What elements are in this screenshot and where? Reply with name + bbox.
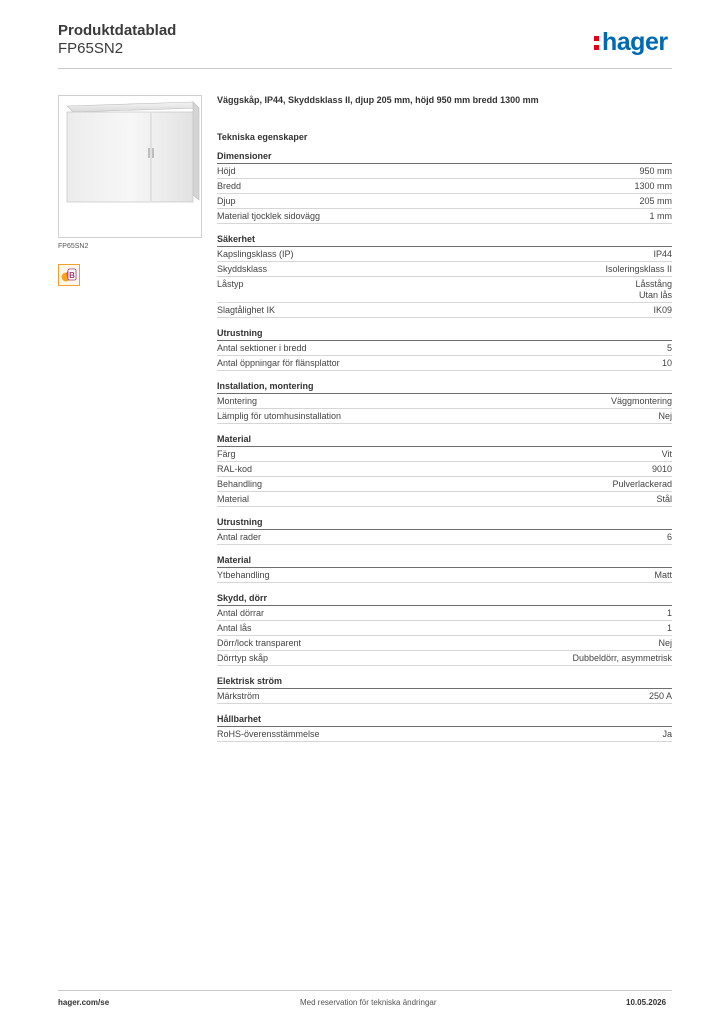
spec-value: Väggmontering	[610, 396, 672, 406]
spec-row	[217, 492, 672, 507]
spec-value: Ja	[662, 729, 672, 739]
spec-group	[217, 433, 672, 507]
spec-group-title: Material	[217, 554, 672, 568]
spec-content	[217, 95, 672, 751]
spec-value: IK09	[653, 305, 672, 315]
spec-value: IP44	[653, 249, 672, 259]
spec-label: RAL-kod	[217, 464, 253, 474]
spec-row	[217, 409, 672, 424]
spec-value: Nej	[658, 638, 672, 648]
spec-row	[217, 194, 672, 209]
spec-label: Ytbehandling	[217, 570, 270, 580]
spec-group	[217, 233, 672, 318]
spec-row	[217, 689, 672, 704]
spec-row	[217, 447, 672, 462]
spec-row	[217, 530, 672, 545]
spec-group-title: Säkerhet	[217, 233, 672, 247]
spec-label: Antal lås	[217, 623, 252, 633]
spec-value: Nej	[658, 411, 672, 421]
spec-row	[217, 606, 672, 621]
spec-group-title: Skydd, dörr	[217, 592, 672, 606]
spec-row	[217, 394, 672, 409]
spec-label: Dörr/lock transparent	[217, 638, 302, 648]
spec-value: 1300 mm	[634, 181, 672, 191]
spec-label: Bredd	[217, 181, 242, 191]
footer-divider	[58, 990, 672, 991]
spec-row	[217, 568, 672, 583]
spec-value: 950 mm	[639, 166, 672, 176]
spec-label: Djup	[217, 196, 236, 206]
wall-cabinet-illustration	[59, 96, 201, 237]
spec-row	[217, 356, 672, 371]
spec-label: Antal öppningar för flänsplattor	[217, 358, 340, 368]
spec-row	[217, 209, 672, 224]
spec-label: Märkström	[217, 691, 260, 701]
spec-group	[217, 150, 672, 224]
spec-row	[217, 621, 672, 636]
section-title: Tekniska egenskaper	[217, 132, 308, 142]
spec-label: Dörrtyp skåp	[217, 653, 269, 663]
badge-letter: B	[69, 271, 75, 280]
spec-row	[217, 179, 672, 194]
spec-row	[217, 277, 672, 303]
spec-value-line: Låsstång	[635, 279, 672, 289]
spec-groups	[217, 150, 672, 742]
spec-group-title: Dimensioner	[217, 150, 672, 164]
spec-label: Lämplig för utomhusinstallation	[217, 411, 342, 421]
spec-row	[217, 341, 672, 356]
spec-row	[217, 303, 672, 318]
spec-value: 1	[666, 623, 672, 633]
spec-value	[635, 279, 672, 300]
footer-disclaimer: Med reservation för tekniska ändringar	[300, 998, 437, 1007]
footer-date: 10.05.2026	[626, 998, 667, 1007]
spec-row	[217, 262, 672, 277]
spec-group-title: Hållbarhet	[217, 713, 672, 727]
spec-label: Skyddsklass	[217, 264, 268, 274]
header-divider	[58, 68, 672, 69]
spec-label: Antal rader	[217, 532, 262, 542]
spec-value: 1 mm	[649, 211, 672, 221]
spec-value-line: Utan lås	[638, 289, 672, 300]
energy-class-badge[interactable]	[58, 264, 80, 286]
spec-value: Pulverlackerad	[612, 479, 672, 489]
spec-value: Vit	[661, 449, 672, 459]
spec-label: Låstyp	[217, 279, 244, 289]
spec-value: Matt	[654, 570, 672, 580]
spec-label: Färg	[217, 449, 236, 459]
spec-group-title: Elektrisk ström	[217, 675, 672, 689]
spec-row	[217, 247, 672, 262]
spec-label: Material tjocklek sidovägg	[217, 211, 321, 221]
spec-group	[217, 675, 672, 704]
spec-group	[217, 592, 672, 666]
spec-row	[217, 477, 672, 492]
product-description: Väggskåp, IP44, Skyddsklass II, djup 205 mm, höjd 950 mm bredd 1300 mm	[217, 95, 539, 105]
spec-value: 6	[666, 532, 672, 542]
spec-label: RoHS-överensstämmelse	[217, 729, 320, 739]
spec-label: Kapslingsklass (IP)	[217, 249, 294, 259]
spec-group-title: Installation, montering	[217, 380, 672, 394]
spec-group	[217, 516, 672, 545]
spec-row	[217, 462, 672, 477]
spec-value: Stål	[656, 494, 672, 504]
spec-row	[217, 164, 672, 179]
spec-row	[217, 636, 672, 651]
footer-website[interactable]: hager.com/se	[58, 998, 110, 1007]
spec-value: 250 A	[648, 691, 672, 701]
spec-group	[217, 380, 672, 424]
logo-text: hager	[602, 28, 668, 56]
spec-label: Höjd	[217, 166, 236, 176]
spec-group	[217, 554, 672, 583]
spec-value: 9010	[651, 464, 672, 474]
spec-label: Material	[217, 494, 250, 504]
spec-label: Montering	[217, 396, 258, 406]
hager-logo[interactable]	[594, 28, 668, 57]
spec-value: 10	[661, 358, 672, 368]
spec-label: Behandling	[217, 479, 263, 489]
spec-value: Isoleringsklass II	[605, 264, 672, 274]
spec-value: 1	[666, 608, 672, 618]
b-badge-icon	[59, 265, 79, 285]
spec-group	[217, 713, 672, 742]
spec-label: Antal sektioner i bredd	[217, 343, 307, 353]
spec-group	[217, 327, 672, 371]
spec-value: Dubbeldörr, asymmetrisk	[572, 653, 672, 663]
spec-row	[217, 651, 672, 666]
image-caption: FP65SN2	[58, 243, 89, 250]
spec-row	[217, 727, 672, 742]
spec-value: 5	[666, 343, 672, 353]
spec-group-title: Utrustning	[217, 327, 672, 341]
spec-group-title: Material	[217, 433, 672, 447]
logo-dots-icon	[594, 36, 599, 50]
spec-group-title: Utrustning	[217, 516, 672, 530]
product-image	[58, 95, 202, 238]
spec-value: 205 mm	[639, 196, 672, 206]
spec-label: Slagtålighet IK	[217, 305, 276, 315]
page-title: Produktdatablad	[58, 22, 177, 39]
product-code: FP65SN2	[58, 40, 124, 57]
spec-label: Antal dörrar	[217, 608, 265, 618]
